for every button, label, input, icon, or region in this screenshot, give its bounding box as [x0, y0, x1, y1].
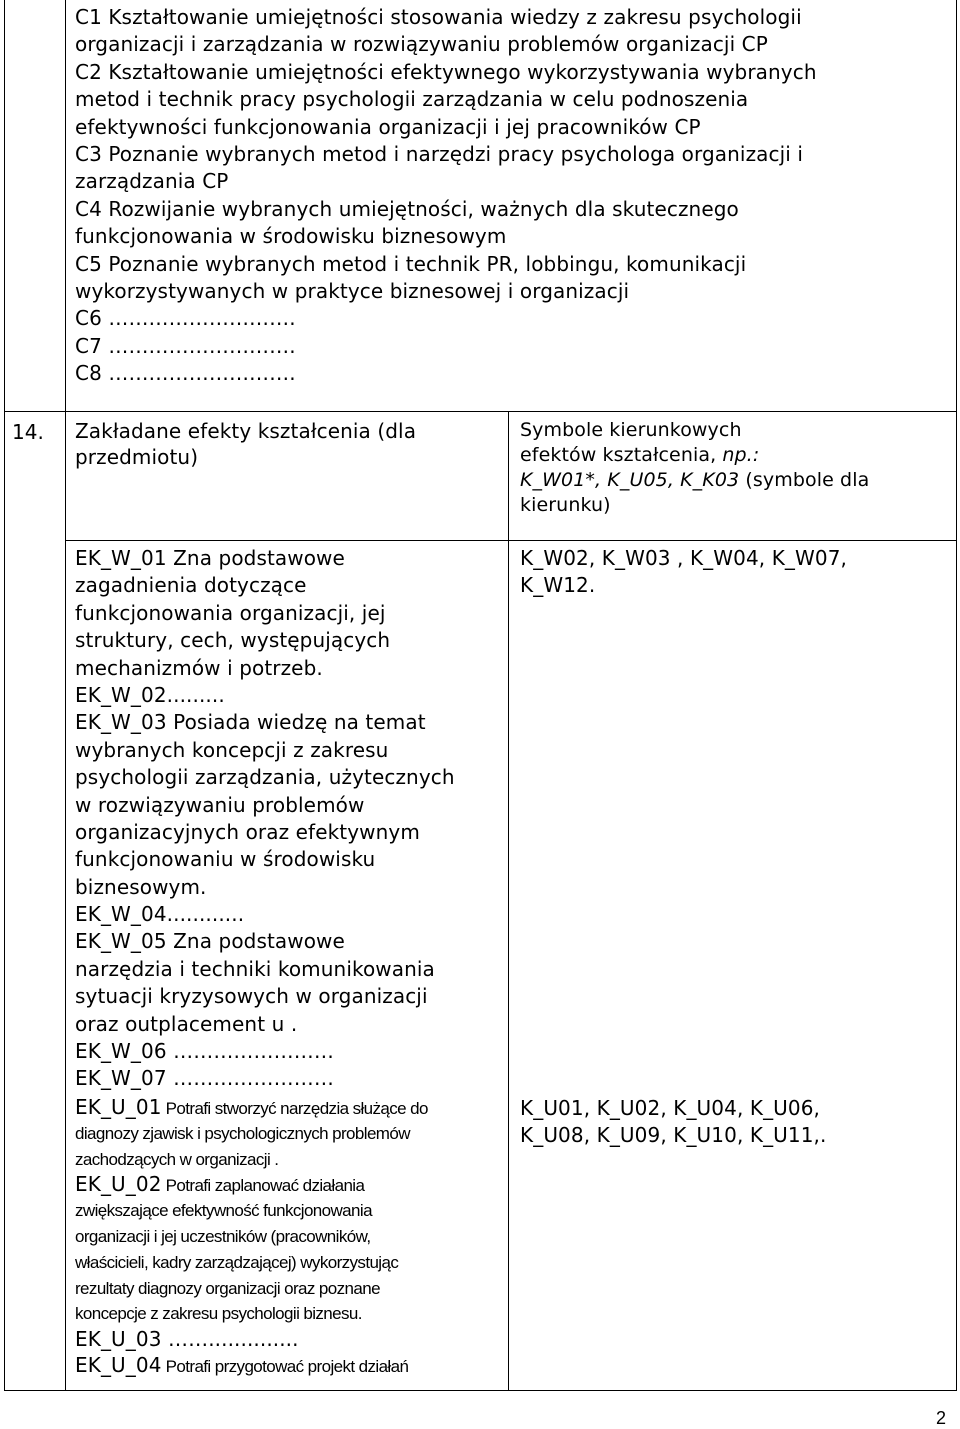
- effect-line: mechanizmów i potrzeb.: [75, 655, 323, 680]
- effect-line: zachodzących w organizacji .: [75, 1149, 279, 1169]
- effect-line: psychologii zarządzania, użytecznych: [75, 765, 455, 790]
- effect-line: EK_W_01 Zna podstawowe: [75, 546, 345, 570]
- row-divider-goals: [4, 411, 957, 412]
- effect-line: biznesowym.: [75, 874, 207, 899]
- goal-line: efektywności funkcjonowania organizacji i jej pracowników CP: [75, 114, 701, 139]
- header-line: Symbole kierunkowych: [520, 419, 742, 441]
- effect-line: w rozwiązywaniu problemów: [75, 792, 365, 817]
- goal-line: C3 Poznanie wybranych metod i narzędzi pracy psychologa organizacji i: [75, 141, 804, 166]
- effect-line: organizacji i jej uczestników (pracowników,: [75, 1226, 371, 1246]
- effect-line: EK_W_02.........: [75, 682, 225, 707]
- effect-line: narzędzia i techniki komunikowania: [75, 956, 435, 981]
- skills-effects: [75, 1095, 428, 1379]
- effect-line: właścicieli, kadry zarządzającej) wykorzystując: [75, 1252, 399, 1272]
- course-goals: [75, 4, 817, 387]
- row-divider-header: [65, 540, 957, 541]
- knowledge-symbols: [520, 545, 847, 600]
- header-line: przedmiotu): [75, 445, 199, 469]
- effect-line: zagadnienia dotyczące: [75, 573, 307, 598]
- effects-column-header: [75, 418, 416, 470]
- effect-line: EK_W_07 ……………………: [75, 1066, 334, 1091]
- table-border-mid: [508, 412, 509, 1390]
- effect-line: wybranych koncepcji z zakresu: [75, 737, 389, 762]
- effect-line: organizacyjnych oraz efektywnym: [75, 819, 420, 844]
- header-line: [520, 443, 869, 468]
- symbols-column-header: [520, 418, 869, 518]
- symbol-line: K_W02, K_W03 , K_W04, K_W07,: [520, 546, 848, 570]
- skills-symbols: [520, 1095, 826, 1150]
- header-text: (symbole dla: [739, 469, 870, 491]
- goal-line: C5 Poznanie wybranych metod i technik PR, lobbingu, komunikacji: [75, 251, 747, 276]
- effect-line: funkcjonowania organizacji, jej: [75, 600, 386, 625]
- effect-line: rezultaty diagnozy organizacji oraz poznane: [75, 1278, 380, 1298]
- goal-line: zarządzania CP: [75, 169, 229, 194]
- section-number: 14.: [12, 420, 44, 444]
- effect-line: sytuacji kryzysowych w organizacji: [75, 984, 428, 1009]
- effect-line: diagnozy zjawisk i psychologicznych problemów: [75, 1123, 410, 1143]
- effect-line: EK_W_06 ……………………: [75, 1039, 334, 1064]
- effect-line: funkcjonowaniu w środowisku: [75, 847, 376, 872]
- table-border-bottom: [4, 1390, 957, 1391]
- effect-code: EK_U_02: [75, 1172, 162, 1197]
- goal-line: C7 ……………………….: [75, 333, 296, 358]
- goal-line: C4 Rozwijanie wybranych umiejętności, ważnych dla skutecznego: [75, 196, 739, 221]
- header-line: kierunku): [520, 494, 611, 516]
- effect-line: EK_W_03 Posiada wiedzę na temat: [75, 710, 426, 735]
- table-border-right: [956, 0, 957, 1390]
- effect-code: EK_U_01: [75, 1095, 162, 1119]
- header-text: efektów kształcenia,: [520, 444, 723, 466]
- goal-line: C2 Kształtowanie umiejętności efektywnego wykorzystywania wybranych: [75, 59, 817, 84]
- header-line: [520, 468, 869, 493]
- effect-line: [75, 1095, 428, 1121]
- page-number: 2: [935, 1408, 946, 1428]
- effect-line: zwiększające efektywność funkcjonowania: [75, 1201, 372, 1221]
- symbol-line: K_U08, K_U09, K_U10, K_U11,.: [520, 1123, 827, 1148]
- table-border-inner: [65, 0, 66, 1390]
- goal-line: funkcjonowania w środowisku biznesowym: [75, 224, 507, 249]
- goal-line: C8 ……………………….: [75, 361, 296, 386]
- symbol-line: K_U01, K_U02, K_U04, K_U06,: [520, 1096, 821, 1120]
- effect-text: Potrafi stworzyć narzędzia służące do: [161, 1099, 428, 1118]
- table-border-left: [4, 0, 5, 1390]
- symbol-line: K_W12.: [520, 573, 596, 598]
- effect-line: EK_U_03 ……..............: [75, 1327, 299, 1352]
- effect-text: Potrafi przygotować projekt działań: [161, 1356, 409, 1376]
- effect-line: EK_W_05 Zna podstawowe: [75, 929, 345, 954]
- effect-code: EK_U_04: [75, 1352, 162, 1377]
- goal-line: organizacji i zarządzania w rozwiązywaniu problemów organizacji CP: [75, 32, 768, 57]
- effect-line: struktury, cech, występujących: [75, 628, 391, 653]
- effect-line: EK_W_04............: [75, 902, 245, 927]
- goal-line: C1 Kształtowanie umiejętności stosowania wiedzy z zakresu psychologii: [75, 5, 802, 29]
- goal-line: metod i technik pracy psychologii zarządzania w celu podnoszenia: [75, 87, 749, 112]
- effect-line: [75, 1353, 428, 1379]
- knowledge-effects: [75, 545, 455, 1093]
- header-line: Zakładane efekty kształcenia (dla: [75, 419, 417, 443]
- effect-line: [75, 1172, 428, 1198]
- effect-line: koncepcje z zakresu psychologii biznesu.: [75, 1304, 362, 1324]
- goal-line: wykorzystywanych w praktyce biznesowej i organizacji: [75, 278, 630, 303]
- header-text-italic: K_W01*, K_U05, K_K03: [520, 469, 740, 491]
- effect-line: oraz outplacement u .: [75, 1011, 298, 1036]
- header-text-italic: np.:: [722, 444, 760, 466]
- effect-text: Potrafi zaplanować działania: [161, 1176, 365, 1196]
- goal-line: C6 ……………………….: [75, 306, 296, 331]
